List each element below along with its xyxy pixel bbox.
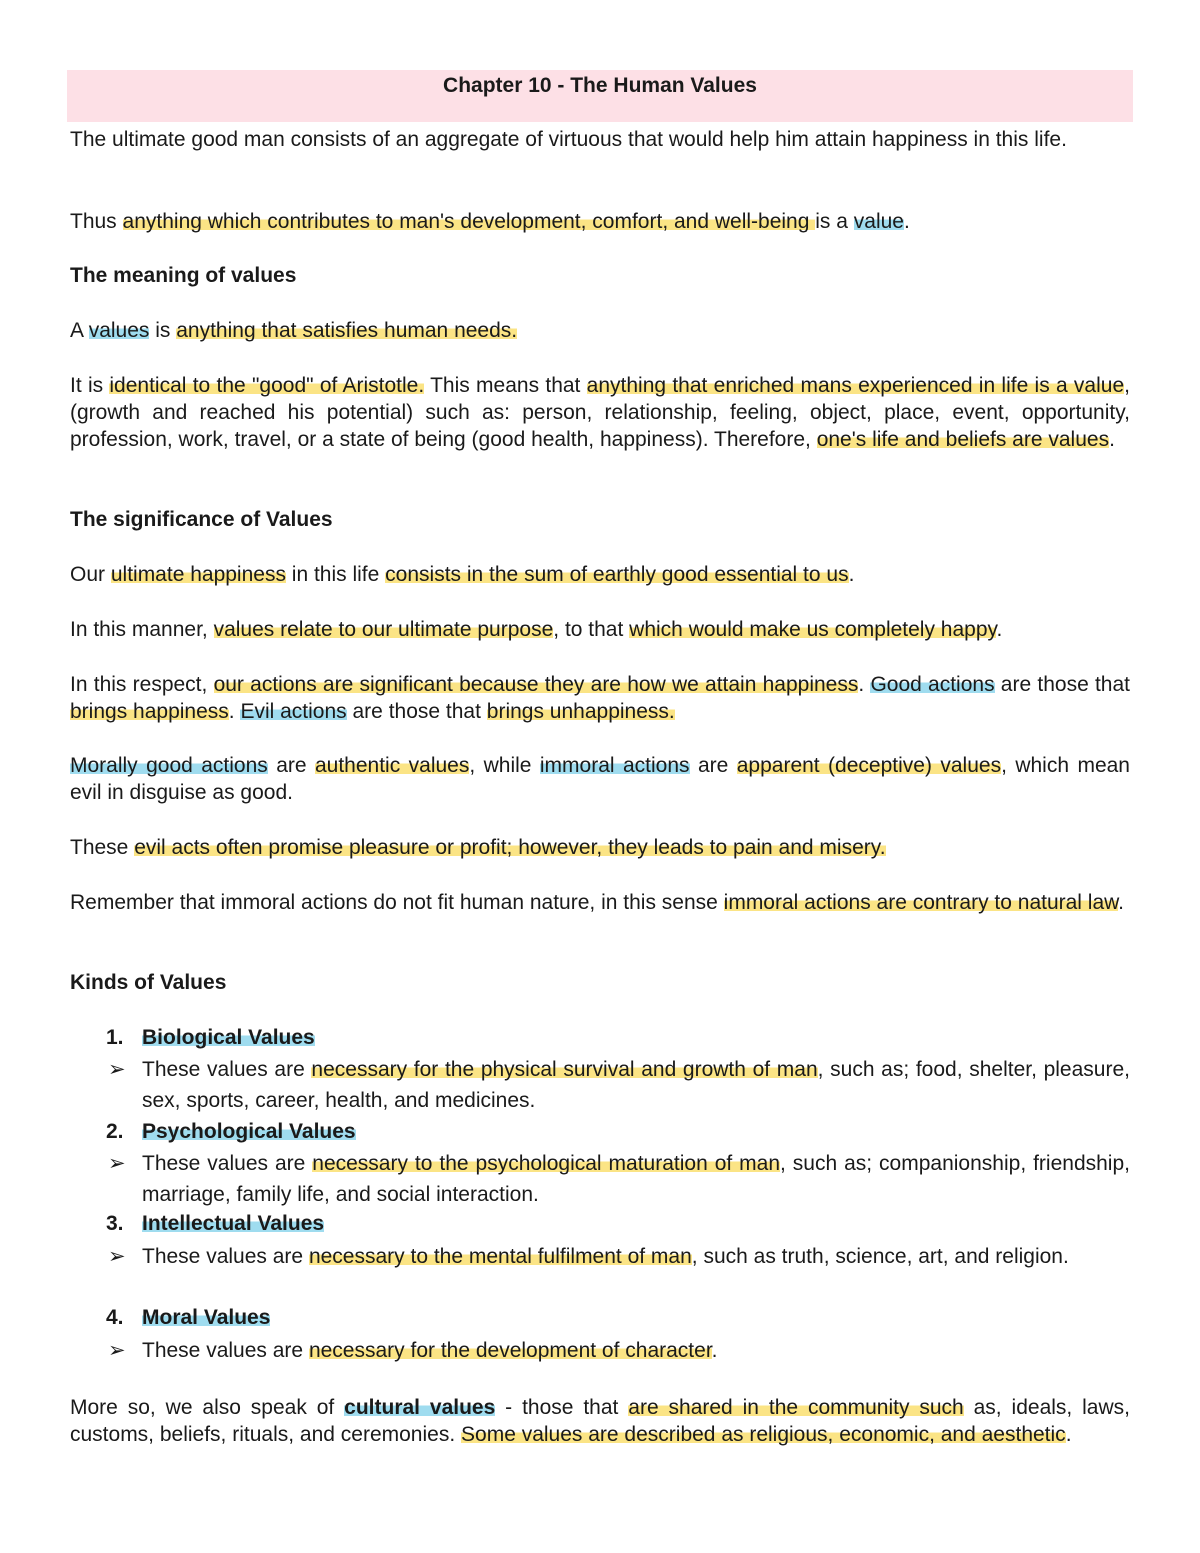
- highlight: consists in the sum of earthly good essential to us: [385, 563, 849, 586]
- kind-name: Psychological Values: [142, 1120, 356, 1143]
- highlight: are shared in the community such: [628, 1396, 964, 1419]
- list-item-number: 3. Intellectual Values: [106, 1212, 325, 1235]
- paragraph-natural-law: Remember that immoral actions do not fit human nature, in this sense immoral actions are contrary to natural law.: [70, 891, 1124, 914]
- chapter-title-bar: [67, 70, 1133, 122]
- paragraph-intro: The ultimate good man consists of an aggregate of virtuous that would help him attain happiness in this life.: [70, 128, 1067, 151]
- highlight: authentic values: [314, 754, 470, 777]
- heading-meaning-of-values: The meaning of values: [70, 264, 297, 287]
- highlight: Morally good actions: [70, 754, 268, 777]
- kind-name: Biological Values: [142, 1026, 315, 1049]
- highlight: ultimate happiness: [110, 563, 286, 586]
- heading-kinds-of-values: Kinds of Values: [70, 971, 227, 994]
- highlight: evil acts often promise pleasure or profit; however, they leads to pain and misery.: [134, 836, 886, 859]
- highlight: values: [88, 319, 150, 342]
- list-item: ➢ These values are necessary to the mental fulfilment of man, such as truth, science, art, and religion.: [108, 1241, 1130, 1272]
- highlight: brings happiness: [70, 700, 229, 723]
- highlight: Evil actions: [240, 700, 347, 723]
- arrow-bullet-icon: ➢: [108, 1339, 126, 1362]
- paragraph-morally-good: Morally good actions are authentic values, while immoral actions are apparent (deceptive) values, which mean evil in disguise as good.: [70, 754, 1130, 804]
- highlight: anything which contributes to man's development, comfort, and well-being: [122, 210, 816, 233]
- list-item: ➢ These values are necessary to the psychological maturation of man, such as; companionship, friendship, marriage, family life, and social interaction.: [108, 1148, 1130, 1210]
- arrow-bullet-icon: ➢: [108, 1245, 126, 1268]
- highlight: value: [853, 210, 904, 233]
- highlight: brings unhappiness.: [486, 700, 675, 723]
- highlight: anything that enriched mans experienced in life is a value: [586, 374, 1125, 397]
- paragraph-aristotle: It is identical to the "good" of Aristotle. This means that anything that enriched mans experienced in life is a value, (growth and reached his potential) such as: person, relationship, feeling, object, place, event, opportunity, profession, work, travel, or a state of being (good health, happiness). Therefore, one's life and beliefs are values.: [70, 374, 1130, 451]
- highlight: necessary for the development of character: [308, 1339, 712, 1362]
- highlight: Some values are described as religious, economic, and aesthetic: [461, 1423, 1066, 1446]
- chapter-title: Chapter 10 - The Human Values: [443, 74, 757, 97]
- highlight: one's life and beliefs are values: [816, 428, 1110, 451]
- highlight: necessary to the mental fulfilment of man: [308, 1245, 692, 1268]
- list-item-number: 1. Biological Values: [106, 1026, 315, 1049]
- paragraph-actions: In this respect, our actions are significant because they are how we attain happiness. Good actions are those that brings happiness. Evil actions are those that brings unhappiness.: [70, 673, 1131, 723]
- list-item-number: 4. Moral Values: [106, 1306, 271, 1329]
- highlight: apparent (deceptive) values: [736, 754, 1002, 777]
- highlight: necessary to the psychological maturation of man: [312, 1152, 781, 1175]
- paragraph-values-needs: A values is anything that satisfies human needs.: [70, 319, 518, 342]
- highlight: anything that satisfies human needs.: [176, 319, 518, 342]
- highlight: immoral actions are contrary to natural law: [723, 891, 1119, 914]
- kind-name: Intellectual Values: [142, 1212, 325, 1235]
- paragraph-evil-acts: These evil acts often promise pleasure or profit; however, they leads to pain and misery.: [70, 836, 886, 859]
- highlight: cultural values: [344, 1396, 496, 1419]
- list-item: ➢ These values are necessary for the physical survival and growth of man, such as; food, shelter, pleasure, sex, sports, career, health, and medicines.: [108, 1054, 1130, 1116]
- highlight: values relate to our ultimate purpose: [213, 618, 554, 641]
- highlight: immoral actions: [539, 754, 690, 777]
- highlight: identical to the "good" of Aristotle.: [109, 374, 425, 397]
- list-item-number: 2. Psychological Values: [106, 1120, 356, 1143]
- highlight: necessary for the physical survival and growth of man: [311, 1058, 818, 1081]
- paragraph-ultimate-happiness: Our ultimate happiness in this life consists in the sum of earthly good essential to us.: [70, 563, 855, 586]
- highlight: Good actions: [870, 673, 995, 696]
- highlight: our actions are significant because they are how we attain happiness: [213, 673, 859, 696]
- arrow-bullet-icon: ➢: [108, 1058, 126, 1081]
- paragraph-value-definition: Thus anything which contributes to man's development, comfort, and well-being is a value.: [70, 210, 910, 233]
- heading-significance-of-values: The significance of Values: [70, 508, 333, 531]
- paragraph-cultural-values: More so, we also speak of cultural values - those that are shared in the community such as, ideals, laws, customs, beliefs, rituals, and ceremonies. Some values are described as religious, economic, and aesthetic.: [70, 1396, 1130, 1446]
- highlight: which would make us completely happy: [629, 618, 997, 641]
- kind-name: Moral Values: [142, 1306, 271, 1329]
- paragraph-ultimate-purpose: In this manner, values relate to our ultimate purpose, to that which would make us completely happy.: [70, 618, 1003, 641]
- list-item: ➢ These values are necessary for the development of character.: [108, 1335, 1130, 1366]
- arrow-bullet-icon: ➢: [108, 1152, 126, 1175]
